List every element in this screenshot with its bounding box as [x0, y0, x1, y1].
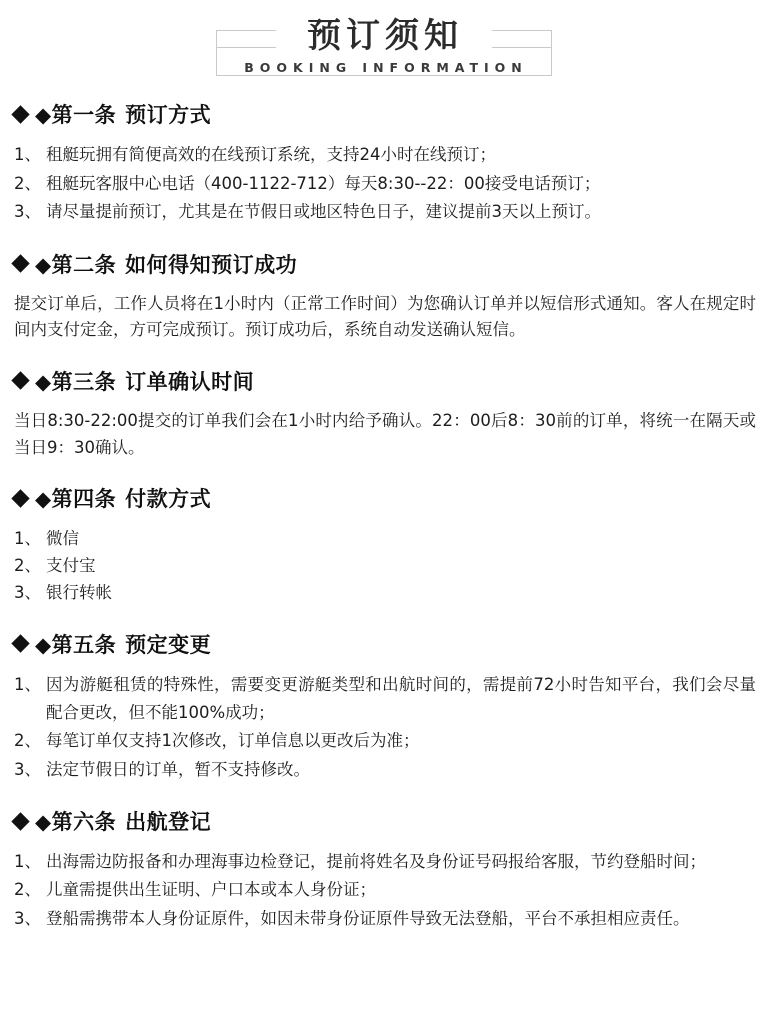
list-item — [14, 579, 756, 606]
section-heading-title: 出航登记 — [125, 810, 212, 835]
section-heading-number: ◆第三条 — [35, 369, 117, 394]
page-header — [14, 0, 756, 85]
page-subtitle-wrap — [14, 57, 756, 77]
section-heading-number: ◆第二条 — [35, 252, 117, 277]
list-item — [14, 756, 756, 784]
list-item-number: 2、 — [14, 880, 41, 900]
list-item-text: 因为游艇租赁的特殊性，需要变更游艇类型和出航时间的，需提前72小时告知平台，我们会尽量配合更改，但不能100%成功； — [46, 674, 756, 722]
section-heading-title: 预定变更 — [125, 632, 212, 657]
list-item — [14, 727, 756, 755]
section-list — [14, 525, 756, 606]
diamond-bullet-icon — [11, 812, 29, 830]
section-heading-number: ◆第四条 — [35, 487, 117, 512]
diamond-bullet-icon — [11, 254, 29, 272]
list-item — [14, 170, 756, 198]
section-heading-number: ◆第六条 — [35, 810, 117, 835]
list-item-number: 1、 — [14, 852, 41, 872]
list-item-number: 3、 — [14, 908, 41, 928]
list-item — [14, 876, 756, 904]
section-heading-title: 付款方式 — [125, 487, 212, 512]
section-order-confirm-time — [14, 366, 756, 461]
list-item-number: 1、 — [14, 145, 41, 165]
list-item — [14, 848, 756, 876]
list-item-text: 法定节假日的订单，暂不支持修改。 — [46, 759, 310, 779]
section-booking-confirmation — [14, 249, 756, 344]
list-item-number: 3、 — [14, 583, 41, 603]
section-heading — [14, 629, 756, 659]
list-item-text: 支付宝 — [46, 556, 96, 576]
section-booking-method — [14, 99, 756, 226]
section-heading — [14, 249, 756, 279]
list-item — [14, 905, 756, 933]
list-item-text: 请尽量提前预订，尤其是在节假日或地区特色日子，建议提前3天以上预订。 — [46, 202, 601, 222]
section-paragraph: 当日8:30-22:00提交的订单我们会在1小时内给予确认。22：00后8：30前的订单，将统一在隔天或当日9：30确认。 — [14, 410, 756, 457]
section-heading-title: 订单确认时间 — [125, 369, 255, 394]
page-subtitle: BOOKING INFORMATION — [244, 60, 528, 76]
list-item-text: 每笔订单仅支持1次修改，订单信息以更改后为准； — [46, 731, 420, 751]
section-heading — [14, 99, 756, 129]
page-title: 预订须知 — [307, 16, 463, 56]
section-list — [14, 848, 756, 933]
section-heading — [14, 483, 756, 513]
list-item-number: 3、 — [14, 759, 41, 779]
section-payment-method — [14, 483, 756, 606]
list-item-text: 出海需边防报备和办理海事边检登记，提前将姓名及身份证号码报给客服，节约登船时间； — [46, 852, 706, 872]
diamond-bullet-icon — [11, 372, 29, 390]
section-heading-title: 如何得知预订成功 — [125, 252, 298, 277]
diamond-bullet-icon — [11, 489, 29, 507]
list-item — [14, 552, 756, 579]
section-list — [14, 671, 756, 785]
section-heading — [14, 806, 756, 836]
list-item-text: 儿童需提供出生证明、户口本或本人身份证； — [46, 880, 376, 900]
diamond-bullet-icon — [11, 634, 29, 652]
list-item — [14, 525, 756, 552]
list-item-number: 1、 — [14, 529, 41, 549]
section-heading-title: 预订方式 — [125, 103, 212, 128]
section-heading-number: ◆第五条 — [35, 632, 117, 657]
section-departure-registration — [14, 806, 756, 933]
list-item-number: 3、 — [14, 202, 41, 222]
list-item — [14, 198, 756, 226]
list-item — [14, 141, 756, 169]
list-item-text: 银行转帐 — [46, 583, 112, 603]
list-item-text: 登船需携带本人身份证原件，如因未带身份证原件导致无法登船，平台不承担相应责任。 — [46, 908, 690, 928]
list-item-number: 1、 — [14, 674, 41, 694]
list-item-number: 2、 — [14, 556, 41, 576]
list-item-text: 租艇玩客服中心电话（400-1122-712）每天8:30--22：00接受电话预订； — [46, 173, 601, 193]
section-paragraph: 提交订单后，工作人员将在1小时内（正常工作时间）为您确认订单并以短信形式通知。客人在规定时间内支付定金，方可完成预订。预订成功后，系统自动发送确认短信。 — [14, 293, 756, 340]
section-heading-number: ◆第一条 — [35, 103, 117, 128]
section-heading — [14, 366, 756, 396]
list-item-number: 2、 — [14, 173, 41, 193]
section-booking-change — [14, 629, 756, 785]
sections-container — [14, 99, 756, 933]
list-item — [14, 671, 756, 728]
diamond-bullet-icon — [11, 105, 29, 123]
section-list — [14, 141, 756, 226]
list-item-text: 租艇玩拥有简便高效的在线预订系统，支持24小时在线预订； — [46, 145, 496, 165]
list-item-number: 2、 — [14, 731, 41, 751]
list-item-text: 微信 — [46, 529, 79, 549]
